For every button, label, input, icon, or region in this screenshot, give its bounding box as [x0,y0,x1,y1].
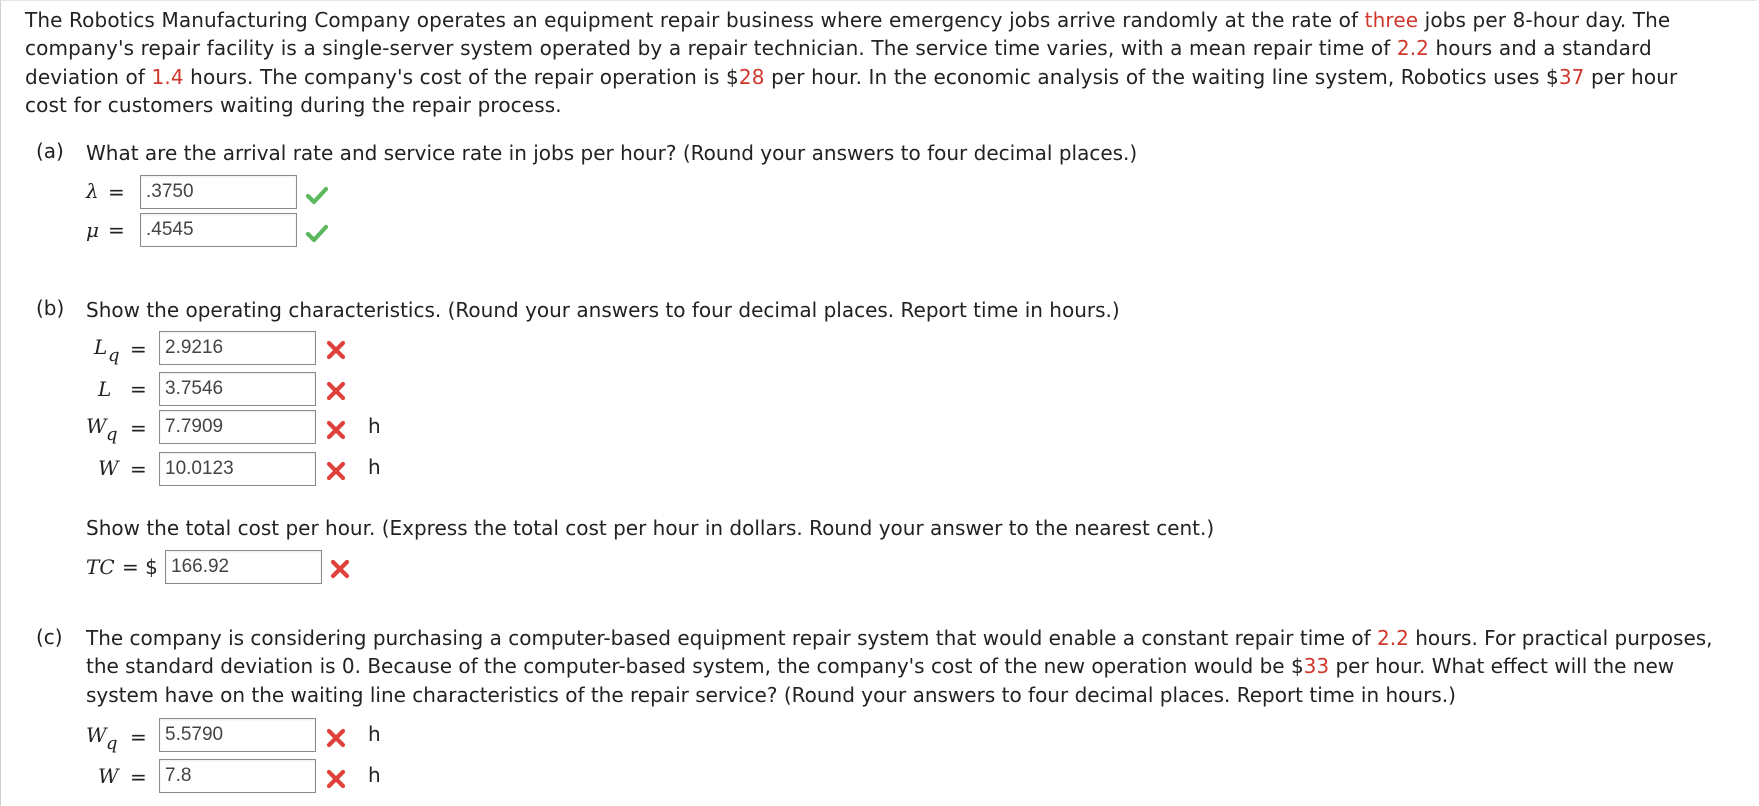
cross-icon [324,379,348,403]
part-c-question [86,624,1736,709]
check-icon [305,183,329,207]
w-input[interactable] [159,452,316,486]
given-value: 1.4 [151,64,184,89]
tc-symbol: TC [86,555,115,579]
cross-icon [324,767,348,791]
intro-text: hours. The company's cost of the repair operation is $ [183,64,739,89]
hours-unit: h [368,722,381,746]
wq-symbol-main: W [86,723,107,747]
wq-subscript: q [106,424,118,445]
question-text: per hour. What effect will the new system have on the waiting line characteristics of the repair service? (Round your answers to four decimal places. Report time in hours.) [86,654,1675,707]
w-symbol: W [98,764,119,788]
intro-text: jobs per 8-hour day. The company's repair facility is a single-server system operated by a repair technician. The service time varies, with a mean repair time of [25,8,1671,61]
lq-subscript: q [108,345,120,366]
part-c-label: (c) [36,625,63,649]
check-icon [305,221,329,245]
new-w-input[interactable] [159,759,316,793]
mu-input[interactable] [140,213,297,247]
intro-text: per hour cost for customers waiting during the repair process. [25,64,1678,117]
lq-input[interactable] [159,331,316,365]
given-value: 2.2 [1396,36,1430,61]
part-a-label: (a) [36,139,64,163]
lambda-input[interactable] [140,175,297,209]
w-symbol: W [98,456,119,480]
equals-sign: = [130,377,147,401]
mu-symbol: μ [86,218,99,242]
cross-icon [324,338,348,362]
equals-sign: = [108,180,125,204]
cross-icon [324,726,348,750]
lambda-symbol: λ [86,179,99,203]
problem-statement [25,6,1725,119]
question-text: The company is considering purchasing a computer-based equipment repair system that would enable a constant repair time of [86,626,1378,650]
part-b-label: (b) [36,296,65,320]
intro-text: per hour. In the economic analysis of the waiting line system, Robotics uses $ [764,64,1559,89]
given-value: 37 [1558,64,1585,89]
cross-icon [324,418,348,442]
lq-symbol-main: L [94,335,108,359]
hours-unit: h [368,414,381,438]
given-value: 33 [1303,654,1330,679]
given-value: three [1364,8,1419,32]
question-text: hours. For practical purposes, the standard deviation is 0. Because of the computer-based system, the company's cost of the new operation would be $ [86,626,1713,679]
tc-input[interactable] [165,550,322,584]
l-input[interactable] [159,372,316,406]
wq-symbol-main: W [86,414,107,438]
wq-subscript: q [106,733,118,754]
lq-symbol [94,335,120,366]
part-b-question: Show the operating characteristics. (Round your answers to four decimal places. Report time in hours.) [86,298,1120,322]
wq-symbol [86,723,118,754]
cross-icon [328,557,352,581]
tc-prefix: = $ [122,555,158,579]
equals-sign: = [130,725,147,749]
equals-sign: = [130,337,147,361]
wq-symbol [86,414,118,445]
part-a-question: What are the arrival rate and service rate in jobs per hour? (Round your answers to four decimal places.) [86,141,1138,165]
intro-text: hours and a standard deviation of [25,36,1652,89]
wq-input[interactable] [159,410,316,444]
equals-sign: = [130,416,147,440]
hours-unit: h [368,763,381,787]
given-value: 2.2 [1377,626,1409,650]
equals-sign: = [130,457,147,481]
equals-sign: = [108,218,125,242]
equals-sign: = [130,765,147,789]
total-cost-question: Show the total cost per hour. (Express the total cost per hour in dollars. Round your answer to the nearest cent.) [86,516,1215,540]
given-value: 28 [738,64,765,89]
hours-unit: h [368,455,381,479]
l-symbol: L [98,377,112,401]
cross-icon [324,459,348,483]
new-wq-input[interactable] [159,718,316,752]
intro-text: The Robotics Manufacturing Company operates an equipment repair business where emergency jobs arrive randomly at the rate of [25,8,1365,32]
